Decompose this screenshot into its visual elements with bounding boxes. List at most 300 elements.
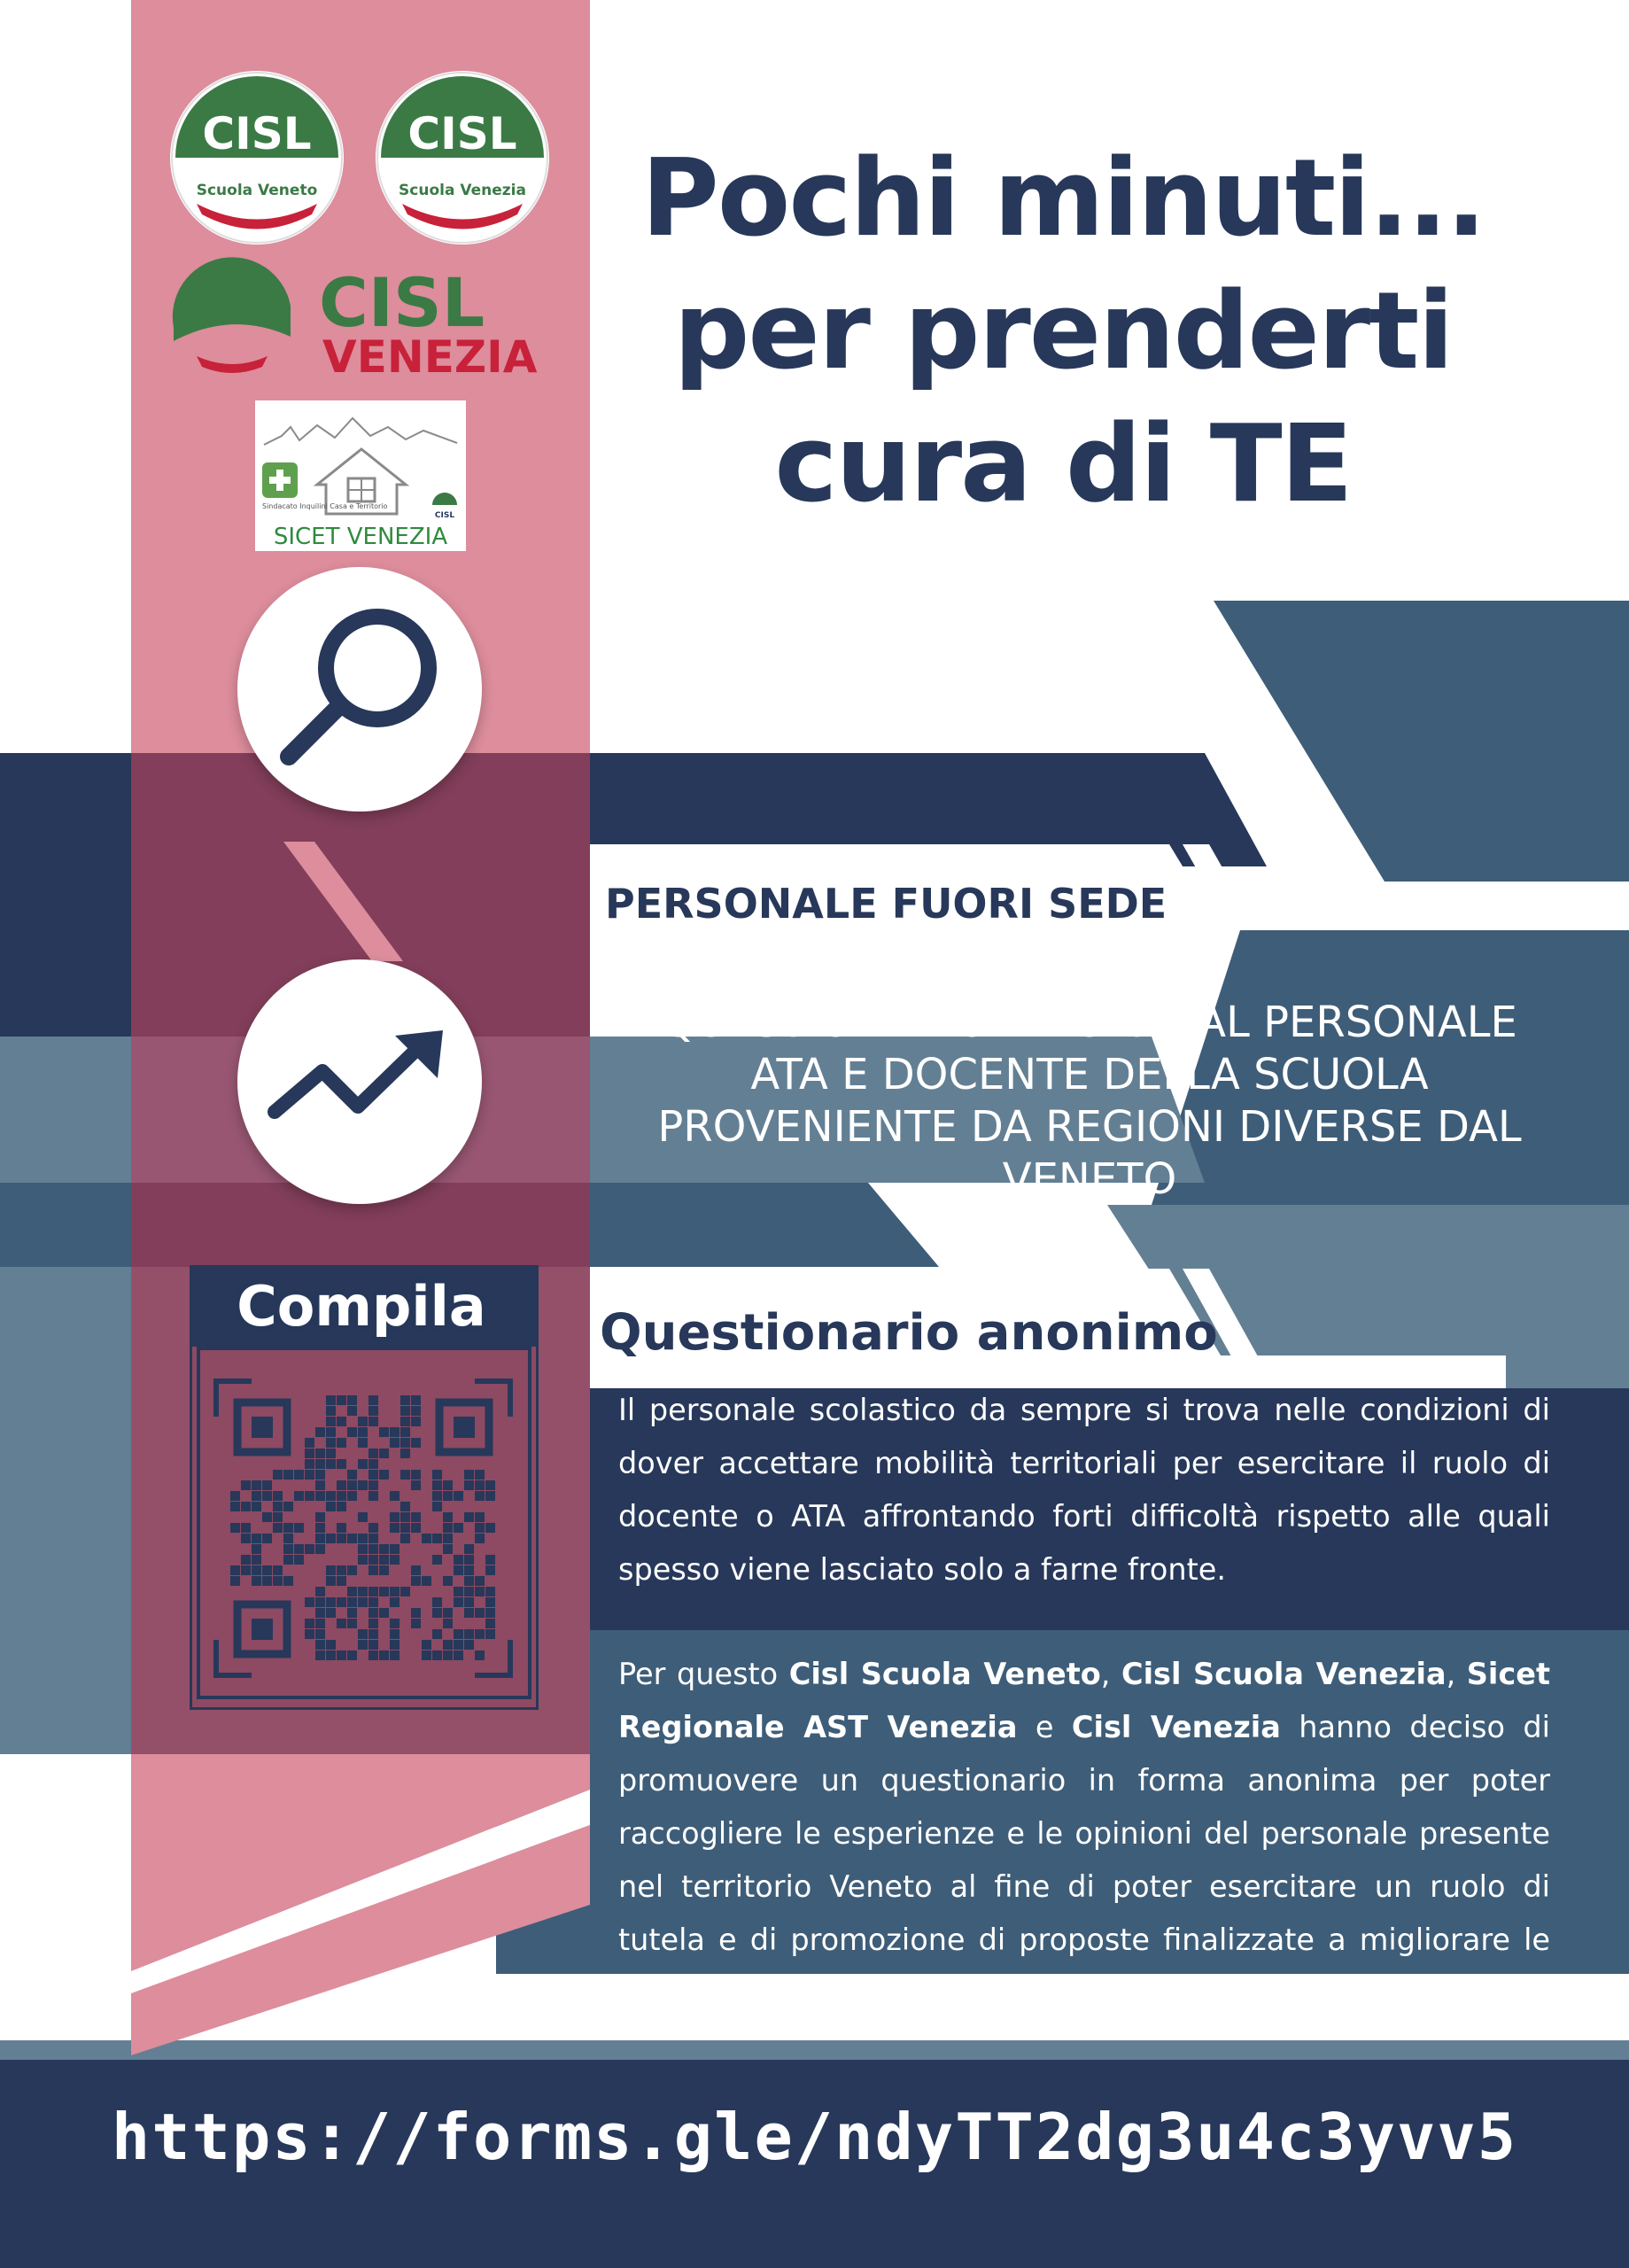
qr-module	[464, 1470, 474, 1480]
qr-module	[305, 1438, 314, 1448]
qr-module	[337, 1523, 346, 1533]
qr-module	[315, 1427, 325, 1437]
qr-module	[379, 1470, 389, 1480]
qr-module	[241, 1565, 251, 1575]
qr-module	[368, 1619, 378, 1628]
qr-module	[475, 1470, 485, 1480]
qr-module	[368, 1608, 378, 1618]
qr-module	[252, 1491, 261, 1501]
qr-module	[368, 1459, 378, 1469]
qr-module	[358, 1640, 368, 1650]
subtitle-line: QUESTIONARIO RIVOLTO AL PERSONALE	[662, 998, 1517, 1047]
p2-text: ,	[1446, 1657, 1467, 1691]
sicet-venezia-logo	[255, 400, 466, 551]
qr-module	[390, 1512, 399, 1522]
cisl-scuola-venezia-logo	[376, 71, 549, 245]
qr-module	[294, 1555, 304, 1565]
title-line-1: Pochi minuti...	[640, 137, 1485, 260]
qr-module	[326, 1427, 336, 1437]
p2-text: Per questo	[618, 1657, 789, 1691]
qr-module	[262, 1576, 272, 1586]
bg-shape	[1214, 601, 1629, 882]
qr-module	[347, 1565, 357, 1575]
qr-module	[379, 1651, 389, 1660]
qr-module	[400, 1417, 410, 1426]
search-icon-circle	[237, 567, 482, 812]
qr-module	[347, 1480, 357, 1490]
qr-module	[400, 1406, 410, 1416]
section-heading-anonimo: Questionario anonimo	[600, 1304, 1218, 1362]
qr-module	[315, 1523, 325, 1533]
qr-module	[368, 1555, 378, 1565]
qr-module	[443, 1576, 453, 1586]
qr-module	[305, 1597, 314, 1607]
qr-module	[283, 1523, 293, 1533]
qr-module	[390, 1640, 399, 1650]
bg-shape	[0, 2040, 1629, 2060]
qr-module	[315, 1512, 325, 1522]
qr-module	[379, 1565, 389, 1575]
qr-module	[432, 1470, 442, 1480]
qr-module	[485, 1619, 495, 1628]
trending-up-icon	[237, 959, 482, 1204]
qr-module	[454, 1555, 463, 1565]
qr-module	[230, 1502, 240, 1511]
qr-module	[432, 1555, 442, 1565]
qr-module	[230, 1491, 240, 1501]
qr-module	[443, 1619, 453, 1628]
sicet-cisl-mark: CISL	[434, 511, 455, 520]
qr-code-icon	[213, 1378, 514, 1679]
qr-module	[443, 1608, 453, 1618]
qr-module	[411, 1523, 421, 1533]
qr-module	[262, 1512, 272, 1522]
qr-module	[315, 1640, 325, 1650]
qr-module	[315, 1619, 325, 1628]
qr-module	[454, 1587, 463, 1596]
qr-module	[400, 1438, 410, 1448]
qr-module	[443, 1523, 453, 1533]
qr-module	[347, 1406, 357, 1416]
qr-module	[400, 1470, 410, 1480]
qr-module	[432, 1502, 442, 1511]
qr-module	[241, 1555, 251, 1565]
qr-module	[422, 1640, 431, 1650]
qr-module	[400, 1534, 410, 1543]
qr-module	[326, 1438, 336, 1448]
qr-module	[432, 1491, 442, 1501]
qr-module	[252, 1555, 261, 1565]
qr-module	[315, 1449, 325, 1458]
qr-module	[358, 1417, 368, 1426]
qr-module	[273, 1565, 283, 1575]
qr-module	[411, 1619, 421, 1628]
qr-module	[464, 1587, 474, 1596]
qr-module	[326, 1640, 336, 1650]
qr-module	[432, 1629, 442, 1639]
qr-module	[368, 1470, 378, 1480]
qr-module	[273, 1470, 283, 1480]
qr-module	[326, 1576, 336, 1586]
qr-module	[347, 1587, 357, 1596]
compila-label[interactable]: Compila	[237, 1274, 486, 1339]
logo-main-text: CISL	[407, 108, 517, 159]
qr-module	[411, 1480, 421, 1490]
title-line-3: cura di TE	[774, 403, 1352, 526]
qr-module	[411, 1395, 421, 1405]
qr-module	[390, 1597, 399, 1607]
qr-module	[368, 1587, 378, 1596]
qr-module	[368, 1597, 378, 1607]
subtitle-line: VENETO	[1002, 1154, 1177, 1204]
sicet-caption: Sindacato Inquilini Casa e Territorio	[262, 502, 388, 510]
qr-module	[454, 1651, 463, 1660]
qr-module	[443, 1491, 453, 1501]
qr-module	[475, 1480, 485, 1490]
qr-module	[315, 1491, 325, 1501]
qr-module	[230, 1565, 240, 1575]
qr-module	[337, 1395, 346, 1405]
qr-module	[273, 1512, 283, 1522]
qr-module	[326, 1651, 336, 1660]
qr-module	[368, 1491, 378, 1501]
qr-module	[485, 1480, 495, 1490]
qr-module	[464, 1629, 474, 1639]
qr-module	[252, 1534, 261, 1543]
qr-module	[347, 1395, 357, 1405]
qr-module	[347, 1597, 357, 1607]
qr-module	[283, 1576, 293, 1586]
qr-module	[337, 1534, 346, 1543]
qr-module	[337, 1480, 346, 1490]
qr-module	[368, 1406, 378, 1416]
qr-module	[475, 1512, 485, 1522]
qr-module	[390, 1651, 399, 1660]
qr-module	[283, 1534, 293, 1543]
qr-module	[273, 1502, 283, 1511]
qr-module	[326, 1597, 336, 1607]
qr-module	[411, 1576, 421, 1586]
qr-module	[241, 1480, 251, 1490]
subtitle-line: PROVENIENTE DA REGIONI DIVERSE DAL	[657, 1102, 1522, 1152]
qr-module	[443, 1544, 453, 1554]
qr-module	[315, 1534, 325, 1543]
qr-module	[464, 1597, 474, 1607]
qr-module	[326, 1565, 336, 1575]
qr-module	[475, 1651, 485, 1660]
qr-module	[337, 1576, 346, 1586]
qr-module	[390, 1555, 399, 1565]
qr-module	[390, 1427, 399, 1437]
qr-module	[485, 1587, 495, 1596]
qr-module	[358, 1438, 368, 1448]
sicet-name: SICET VENEZIA	[273, 524, 448, 550]
qr-module	[368, 1651, 378, 1660]
qr-module	[422, 1534, 431, 1543]
p2-org: Cisl Venezia	[1071, 1710, 1281, 1744]
qr-module	[454, 1640, 463, 1650]
qr-module	[475, 1629, 485, 1639]
qr-module	[390, 1544, 399, 1554]
logo-main-text: CISL	[319, 263, 485, 342]
qr-module	[337, 1417, 346, 1426]
qr-module	[262, 1491, 272, 1501]
qr-module	[315, 1459, 325, 1469]
qr-module	[262, 1534, 272, 1543]
qr-module	[411, 1608, 421, 1618]
logo-sub-text: VENEZIA	[322, 331, 538, 381]
qr-module	[368, 1544, 378, 1554]
qr-module	[347, 1491, 357, 1501]
qr-module	[400, 1449, 410, 1458]
qr-module	[252, 1576, 261, 1586]
qr-module	[411, 1565, 421, 1575]
qr-module	[337, 1502, 346, 1511]
p2-text: e	[1017, 1710, 1072, 1744]
qr-module	[454, 1597, 463, 1607]
qr-module	[241, 1534, 251, 1543]
qr-module	[368, 1480, 378, 1490]
qr-module	[283, 1502, 293, 1511]
qr-module	[326, 1459, 336, 1469]
qr-module	[390, 1438, 399, 1448]
section-heading-fuori-sede: PERSONALE FUORI SEDE	[605, 880, 1167, 928]
qr-module	[252, 1502, 261, 1511]
qr-module	[485, 1629, 495, 1639]
qr-module	[379, 1544, 389, 1554]
qr-module	[337, 1619, 346, 1628]
qr-module	[347, 1427, 357, 1437]
qr-module	[454, 1491, 463, 1501]
qr-module	[368, 1565, 378, 1575]
logo-sub-text: Scuola Veneto	[196, 182, 318, 199]
qr-module	[358, 1629, 368, 1639]
qr-module	[326, 1491, 336, 1501]
qr-module	[464, 1565, 474, 1575]
qr-module	[485, 1597, 495, 1607]
qr-module	[443, 1651, 453, 1660]
qr-module	[464, 1640, 474, 1650]
qr-module	[294, 1544, 304, 1554]
qr-module	[368, 1417, 378, 1426]
qr-module	[485, 1523, 495, 1533]
qr-module	[315, 1608, 325, 1618]
qr-module	[464, 1576, 474, 1586]
qr-module	[368, 1534, 378, 1543]
logo-main-text: CISL	[202, 108, 312, 159]
cisl-venezia-logo	[170, 257, 551, 381]
qr-module	[400, 1427, 410, 1437]
qr-module	[400, 1395, 410, 1405]
qr-module	[400, 1587, 410, 1596]
page-title	[620, 133, 1506, 532]
qr-module	[432, 1651, 442, 1660]
qr-module	[262, 1480, 272, 1490]
qr-module	[485, 1491, 495, 1501]
qr-module	[252, 1544, 261, 1554]
qr-module	[390, 1491, 399, 1501]
qr-code[interactable]	[213, 1378, 514, 1679]
qr-module	[262, 1565, 272, 1575]
qr-module	[315, 1544, 325, 1554]
qr-module	[252, 1480, 261, 1490]
qr-module	[283, 1555, 293, 1565]
qr-module	[273, 1491, 283, 1501]
qr-module	[475, 1576, 485, 1586]
qr-module	[390, 1587, 399, 1596]
qr-module	[368, 1629, 378, 1639]
qr-module	[432, 1534, 442, 1543]
qr-module	[368, 1449, 378, 1458]
p2-org: Cisl Scuola Veneto	[788, 1657, 1101, 1691]
qr-module	[379, 1555, 389, 1565]
qr-module	[475, 1608, 485, 1618]
qr-module	[379, 1587, 389, 1596]
qr-module	[273, 1576, 283, 1586]
qr-module	[464, 1544, 474, 1554]
qr-module	[230, 1523, 240, 1533]
qr-module	[379, 1449, 389, 1458]
qr-module	[337, 1597, 346, 1607]
qr-module	[305, 1629, 314, 1639]
qr-module	[358, 1534, 368, 1543]
title-line-2: per prenderti	[673, 270, 1453, 393]
qr-module	[358, 1587, 368, 1596]
qr-module	[326, 1502, 336, 1511]
qr-module	[422, 1576, 431, 1586]
qr-module	[464, 1608, 474, 1618]
qr-module	[443, 1534, 453, 1543]
qr-module	[464, 1480, 474, 1490]
qr-module	[305, 1491, 314, 1501]
qr-module	[315, 1470, 325, 1480]
qr-module	[454, 1565, 463, 1575]
qr-module	[443, 1640, 453, 1650]
qr-module	[358, 1597, 368, 1607]
qr-module	[283, 1470, 293, 1480]
qr-module	[475, 1491, 485, 1501]
paragraph-2	[618, 1648, 1550, 2020]
qr-module	[358, 1480, 368, 1490]
p2-org: Cisl Scuola Venezia	[1121, 1657, 1447, 1691]
qr-module	[464, 1555, 474, 1565]
qr-module	[315, 1629, 325, 1639]
qr-module	[379, 1608, 389, 1618]
qr-module	[305, 1459, 314, 1469]
qr-module	[475, 1534, 485, 1543]
qr-module	[358, 1512, 368, 1522]
qr-module	[368, 1395, 378, 1405]
qr-module	[326, 1608, 336, 1618]
qr-module	[305, 1449, 314, 1458]
search-icon	[237, 567, 482, 812]
qr-module	[252, 1565, 261, 1575]
qr-module	[475, 1523, 485, 1533]
qr-module	[315, 1480, 325, 1490]
form-url-link[interactable]: https://forms.gle/ndyTT2dg3u4c3yvv5	[111, 2100, 1518, 2174]
qr-module	[358, 1544, 368, 1554]
qr-module	[432, 1480, 442, 1490]
qr-module	[411, 1512, 421, 1522]
questionnaire-subtitle	[620, 997, 1559, 1206]
qr-module	[294, 1470, 304, 1480]
p2-org: Sicet Regionale AST Venezia	[618, 1657, 1550, 1744]
qr-module	[422, 1651, 431, 1660]
qr-module	[347, 1534, 357, 1543]
qr-module	[347, 1619, 357, 1628]
logo-sub-text: Scuola Venezia	[399, 182, 526, 199]
qr-module	[411, 1438, 421, 1448]
qr-module	[326, 1417, 336, 1426]
qr-module	[390, 1619, 399, 1628]
p2-text: ,	[1100, 1657, 1121, 1691]
qr-module	[347, 1651, 357, 1660]
qr-module	[443, 1512, 453, 1522]
qr-module	[485, 1555, 495, 1565]
cisl-scuola-veneto-logo	[170, 71, 344, 245]
qr-module	[294, 1523, 304, 1533]
qr-module	[454, 1523, 463, 1533]
qr-module	[358, 1555, 368, 1565]
paragraph-1: Il personale scolastico da sempre si trova nelle condizioni di dover accettare mobilità territoriali per esercitare il ruolo di docente o ATA affrontando forti difficoltà rispetto alle quali spesso viene lasciato solo a farne fronte.	[618, 1393, 1550, 1587]
qr-module	[358, 1427, 368, 1437]
qr-module	[305, 1619, 314, 1628]
qr-module	[315, 1651, 325, 1660]
qr-module	[454, 1629, 463, 1639]
qr-module	[347, 1608, 357, 1618]
qr-module	[390, 1629, 399, 1639]
qr-module	[411, 1406, 421, 1416]
qr-module	[368, 1523, 378, 1533]
qr-module	[230, 1576, 240, 1586]
qr-module	[337, 1438, 346, 1448]
p2-text: hanno deciso di promuovere un questionario in forma anonima per poter raccogliere le esperienze e le opinioni del personale presente nel territorio Veneto al fine di poter esercitare un ruolo di tutela e di promozione di proposte finalizzate a migliorare le condizioni.	[618, 1710, 1550, 2010]
qr-module	[358, 1459, 368, 1469]
qr-module	[283, 1544, 293, 1554]
qr-module	[241, 1523, 251, 1533]
qr-module	[305, 1470, 314, 1480]
qr-module	[443, 1480, 453, 1490]
qr-module	[464, 1512, 474, 1522]
qr-module	[337, 1651, 346, 1660]
qr-module	[368, 1640, 378, 1650]
qr-module	[432, 1608, 442, 1618]
qr-module	[411, 1470, 421, 1480]
qr-module	[305, 1544, 314, 1554]
qr-module	[326, 1534, 336, 1543]
qr-module	[337, 1459, 346, 1469]
qr-module	[475, 1587, 485, 1596]
qr-module	[326, 1395, 336, 1405]
qr-module	[400, 1512, 410, 1522]
qr-module	[347, 1470, 357, 1480]
qr-module	[337, 1565, 346, 1575]
qr-module	[315, 1597, 325, 1607]
qr-module	[379, 1427, 389, 1437]
qr-module	[400, 1523, 410, 1533]
qr-module	[326, 1406, 336, 1416]
qr-module	[273, 1523, 283, 1533]
subtitle-line: ATA E DOCENTE DELLA SCUOLA	[750, 1050, 1429, 1099]
qr-module	[400, 1502, 410, 1511]
qr-module	[241, 1502, 251, 1511]
qr-module	[411, 1417, 421, 1426]
qr-module	[432, 1597, 442, 1607]
qr-module	[485, 1565, 495, 1575]
qr-module	[326, 1449, 336, 1458]
qr-module	[390, 1523, 399, 1533]
qr-module	[315, 1587, 325, 1596]
